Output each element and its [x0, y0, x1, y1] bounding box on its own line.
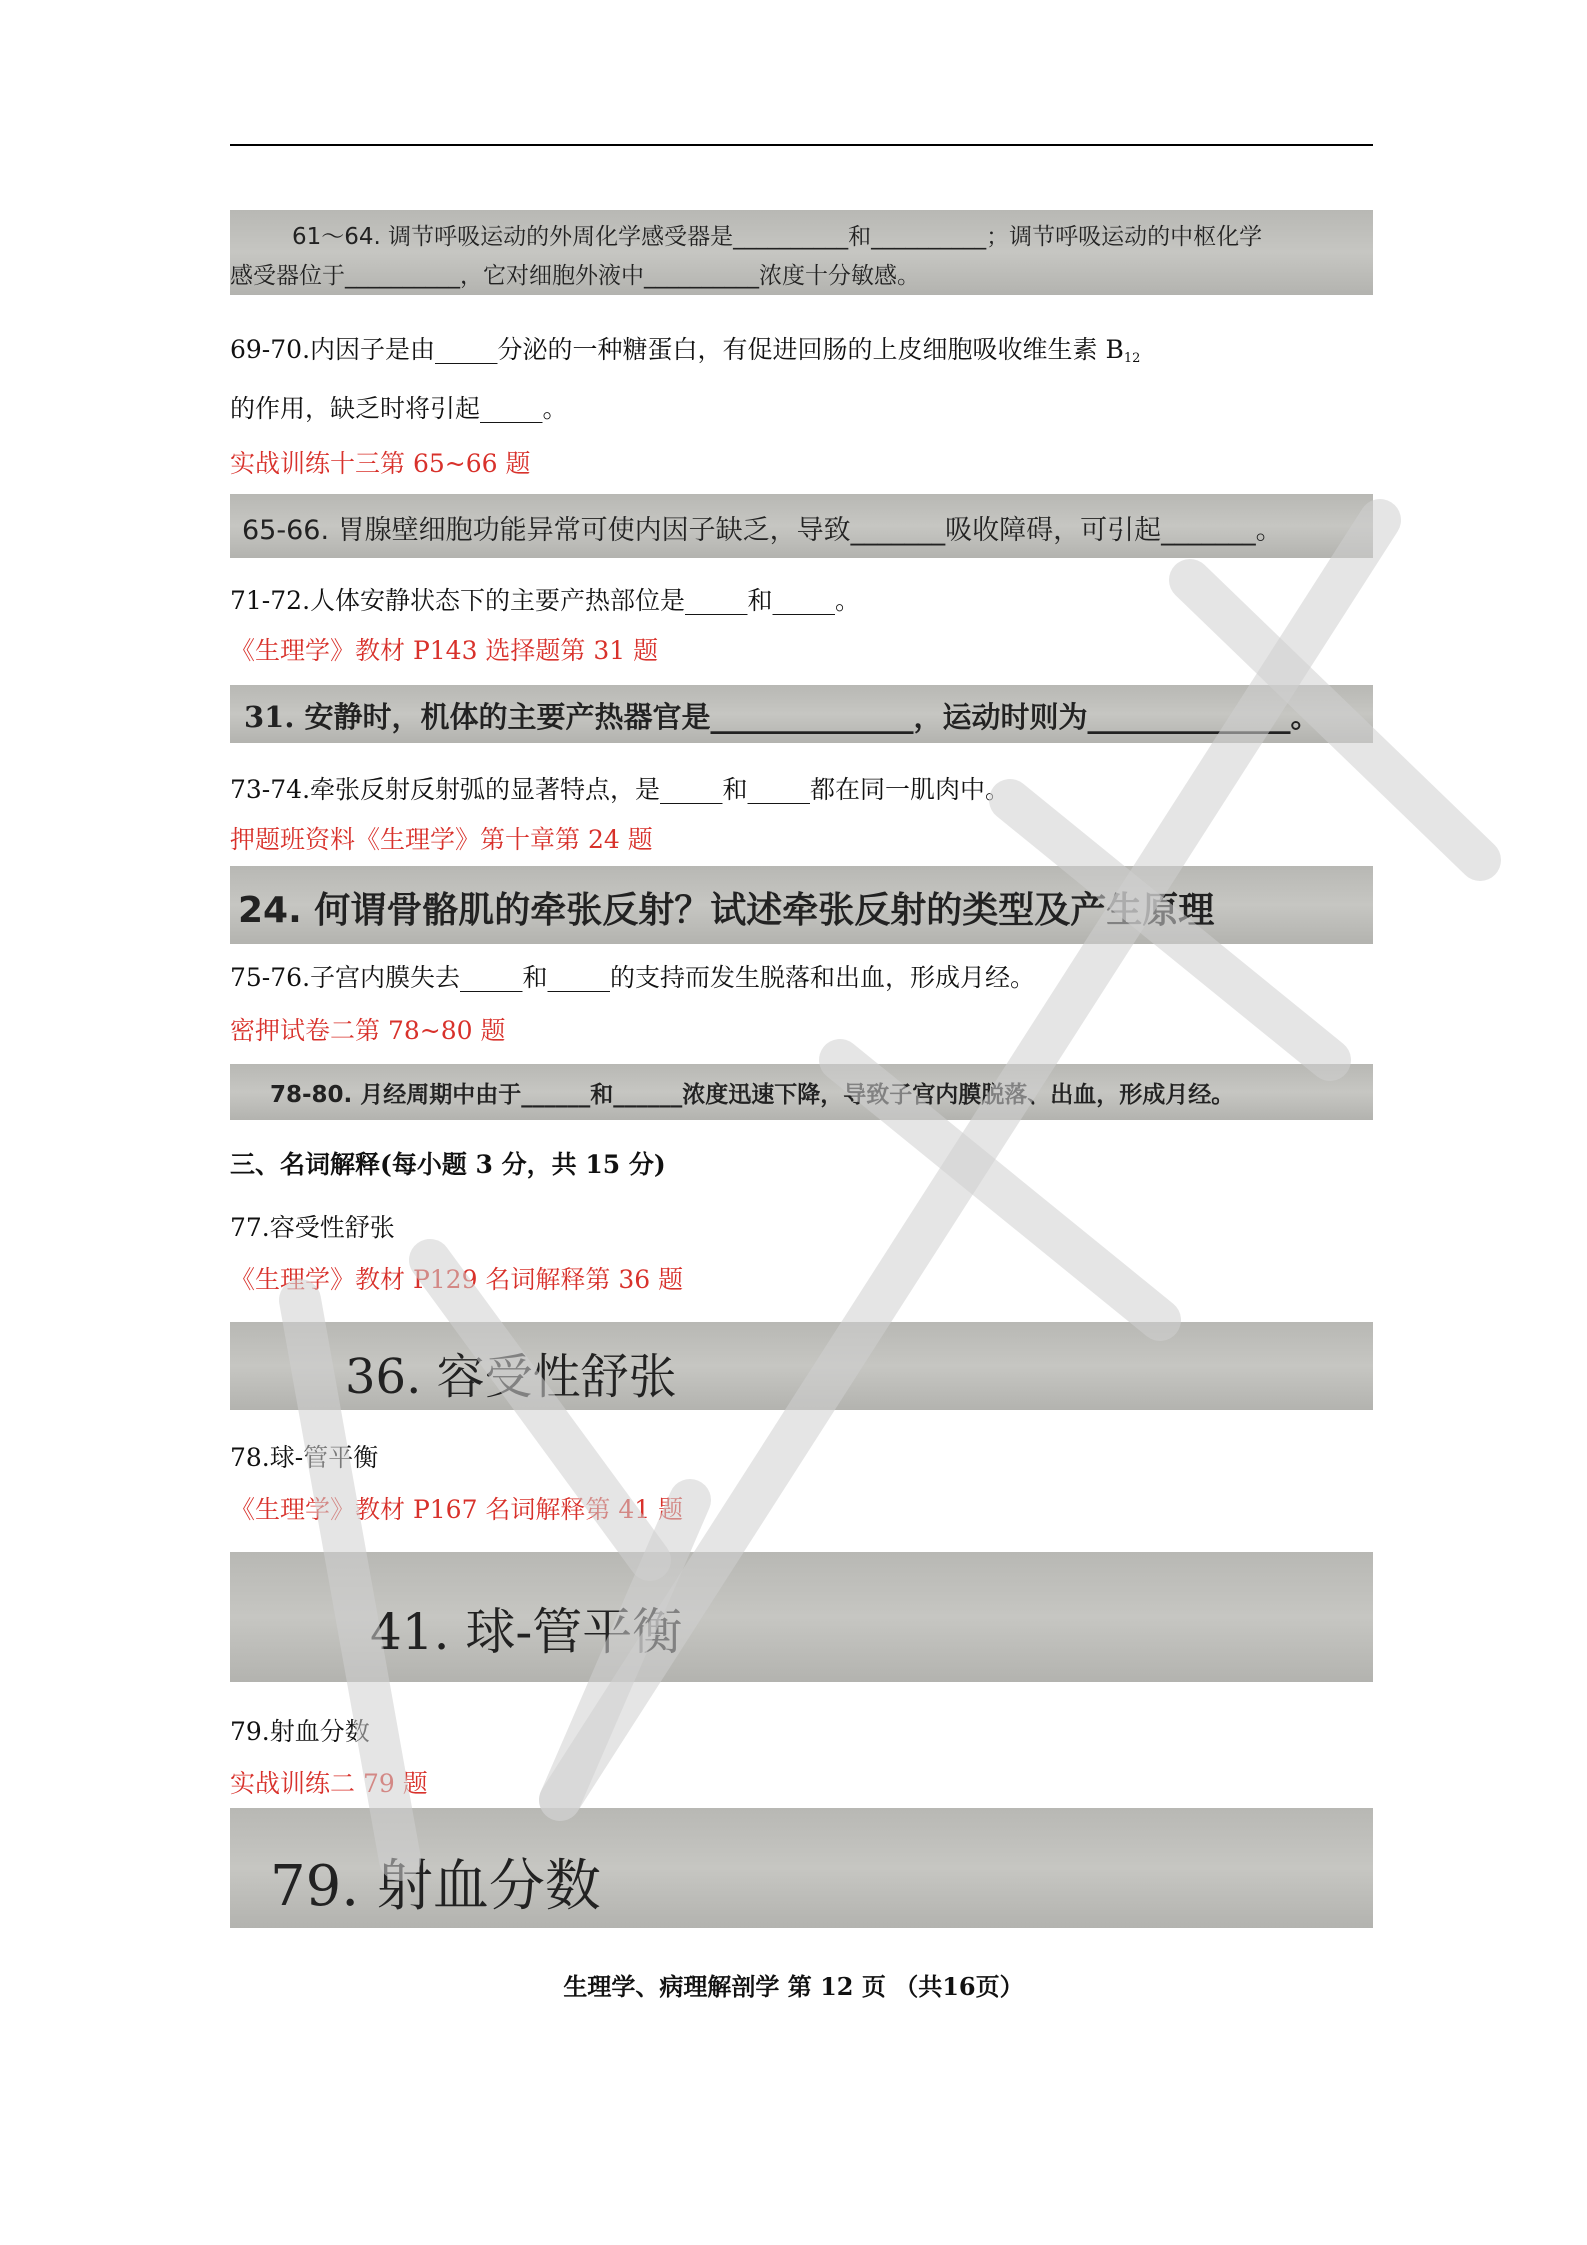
scan-q31-text: 31. 安静时，机体的主要产热器官是______________，运动时则为______________。	[244, 700, 1320, 734]
page-footer: 生理学、病理解剖学 第 12 页 （共16页）	[563, 1972, 1024, 2001]
question-79: 79.射血分数	[230, 1717, 370, 1746]
reference-75-76: 密押试卷二第 78~80 题	[230, 1016, 506, 1045]
question-69-70	[230, 333, 1140, 376]
scan-q41-text: 41. 球-管平衡	[370, 1603, 683, 1661]
scan-q31	[230, 685, 1373, 743]
scan-q65-66-text: 65-66. 胃腺壁细胞功能异常可使内因子缺乏，导致_______吸收障碍，可引起_______。	[242, 515, 1283, 546]
scan-q24	[230, 866, 1373, 944]
scan-q61-64	[230, 210, 1373, 295]
scan-q41	[230, 1552, 1373, 1682]
reference-79: 实战训练二 79 题	[230, 1769, 428, 1798]
header-rule	[230, 144, 1373, 146]
scan-q36-text: 36. 容受性舒张	[345, 1349, 677, 1405]
scan-q79-text: 79. 射血分数	[270, 1854, 601, 1919]
vitamin-subscript: 12	[1123, 351, 1141, 366]
scan-q61-64-line1: 61～64. 调节呼吸运动的外周化学感受器是__________和__________；调节呼吸运动的中枢化学	[292, 224, 1263, 250]
question-77: 77.容受性舒张	[230, 1213, 395, 1242]
scan-q24-text: 24. 何谓骨骼肌的牵张反射？试述牵张反射的类型及产生原理	[238, 890, 1215, 931]
question-75-76: 75-76.子宫内膜失去_____和_____的支持而发生脱落和出血，形成月经。	[230, 963, 1036, 992]
question-71-72: 71-72.人体安静状态下的主要产热部位是_____和_____。	[230, 586, 861, 615]
reference-77: 《生理学》教材 P129 名词解释第 36 题	[230, 1265, 684, 1294]
scan-q78-80	[230, 1064, 1373, 1120]
reference-71-72: 《生理学》教材 P143 选择题第 31 题	[230, 636, 659, 665]
question-73-74: 73-74.牵张反射反射弧的显著特点，是_____和_____都在同一肌肉中。	[230, 775, 1011, 804]
question-69-70-text: 69-70.内因子是由_____分泌的一种糖蛋白，有促进回肠的上皮细胞吸收维生素 B	[230, 335, 1124, 364]
reference-73-74: 押题班资料《生理学》第十章第 24 题	[230, 825, 653, 854]
scan-q61-64-line2: 感受器位于__________，它对细胞外液中__________浓度十分敏感。	[230, 263, 920, 289]
section-title: 三、名词解释(每小题 3 分，共 15 分)	[230, 1150, 666, 1179]
reference-78: 《生理学》教材 P167 名词解释第 41 题	[230, 1495, 684, 1524]
question-69-70-line2: 的作用，缺乏时将引起_____。	[230, 394, 568, 423]
question-78: 78.球-管平衡	[230, 1443, 379, 1472]
reference-69-70: 实战训练十三第 65~66 题	[230, 449, 531, 478]
scan-q65-66	[230, 494, 1373, 558]
scan-q36	[230, 1322, 1373, 1410]
scan-q79	[230, 1808, 1373, 1928]
scan-q78-80-text: 78-80. 月经周期中由于______和______浓度迅速下降，导致子宫内膜脱落、出血，形成月经。	[270, 1082, 1235, 1108]
